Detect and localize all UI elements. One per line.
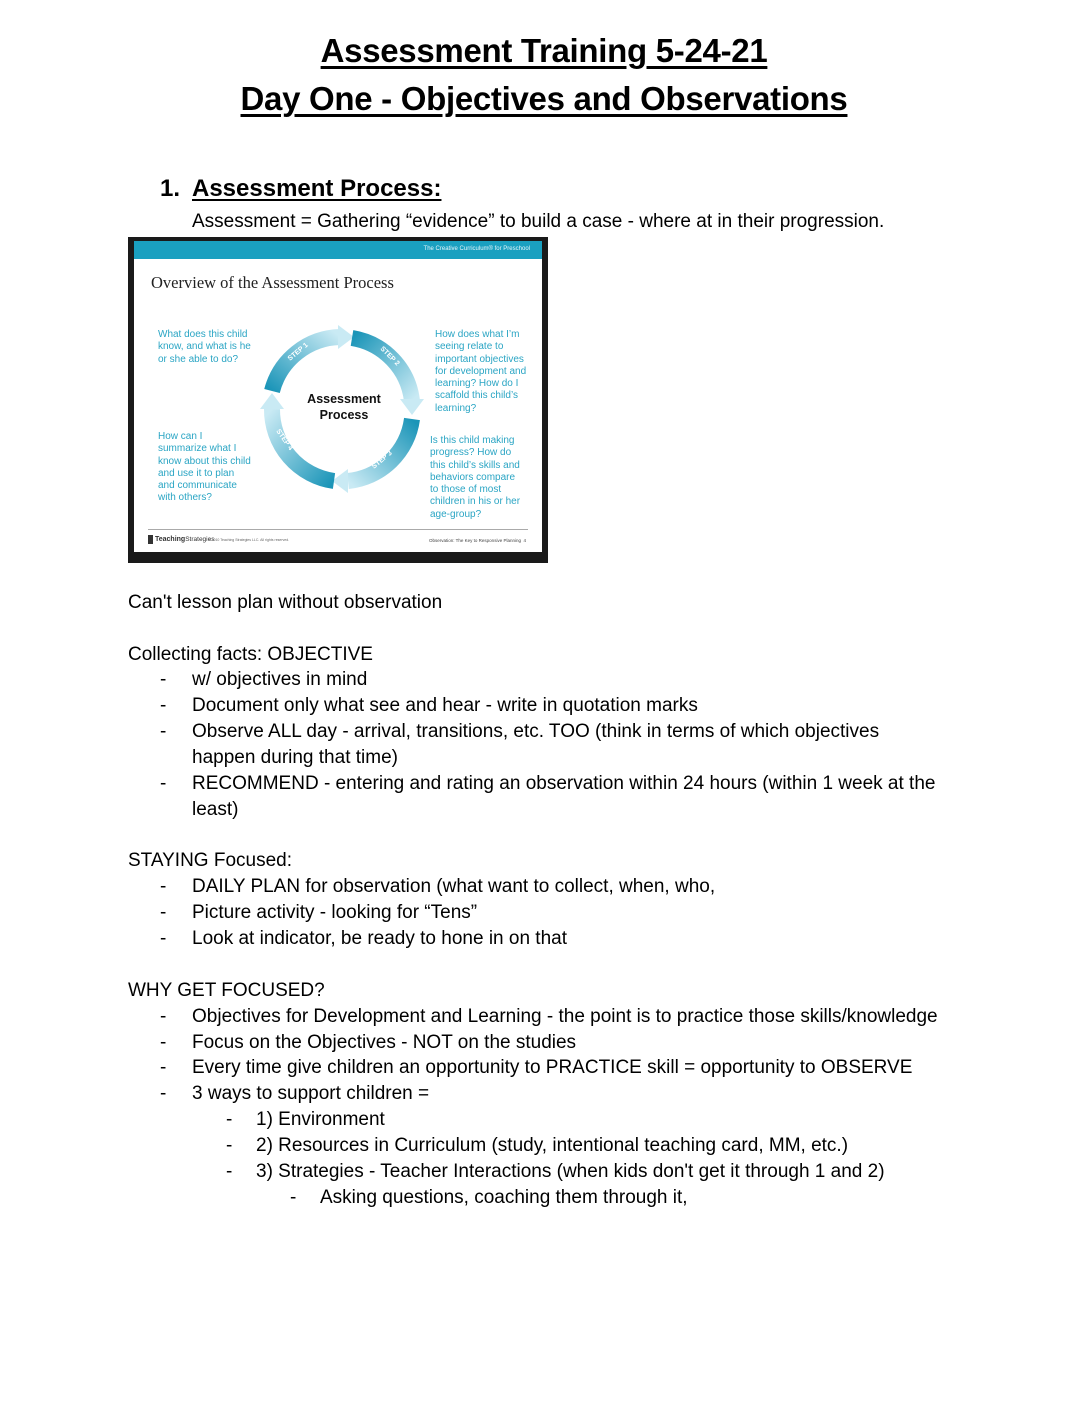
step1-arrow <box>272 325 354 391</box>
question-line: with others? <box>158 492 212 504</box>
question-line: Is this child making <box>430 435 515 446</box>
bullet-dash: - <box>160 669 167 690</box>
document-title-line1: Assessment Training 5-24-21 <box>320 32 768 69</box>
section-heading <box>160 175 441 203</box>
lesson-plan-note: Can't lesson plan without observation <box>128 592 443 613</box>
bullet-dash: - <box>226 1161 233 1182</box>
sub-list-item: 2) Resources in Curriculum (study, intentional teaching card, MM, etc.) <box>256 1135 849 1156</box>
question-line: for development and <box>435 365 527 377</box>
slide-brand: The Creative Curriculum® for Preschool <box>423 246 530 252</box>
list-item: RECOMMEND - entering and rating an observation within 24 hours (within 1 week at the <box>192 773 936 794</box>
step1-label: STEP 1 <box>286 341 310 363</box>
question-line: How can I <box>158 431 203 442</box>
teaching-strategies-logo <box>148 535 215 544</box>
why-focused-heading: WHY GET FOCUSED? <box>128 980 325 1001</box>
bullet-dash: - <box>160 876 167 897</box>
question-line: important objectives <box>435 353 524 365</box>
slide-copyright: © 2010 Teaching Strategies LLC. All rights reserved. <box>208 538 290 542</box>
list-item: 3 ways to support children = <box>192 1083 430 1104</box>
assessment-process-slide <box>128 237 548 563</box>
question-line: learning? <box>435 402 477 414</box>
list-item: Objectives for Development and Learning - the point is to practice those skills/knowledge <box>192 1006 938 1027</box>
list-item-continuation: happen during that time) <box>192 747 398 768</box>
question-line: scaffold this child’s <box>435 390 519 402</box>
question-line: and communicate <box>158 480 237 492</box>
cycle-center-line2: Process <box>319 408 369 422</box>
assessment-cycle-diagram <box>252 319 432 499</box>
question-bottom-right <box>430 435 520 521</box>
question-line: progress? How do <box>430 447 512 459</box>
question-line: this child’s skills and <box>430 459 520 471</box>
question-bottom-left <box>158 431 251 505</box>
question-line: What does this child <box>158 329 248 340</box>
list-item-continuation: least) <box>192 799 239 820</box>
bullet-dash: - <box>160 1083 167 1104</box>
slide-page-number: 4 <box>523 538 526 543</box>
question-line: summarize what I <box>158 443 237 455</box>
sub-list-item: 3) Strategies - Teacher Interactions (when kids don't get it through 1 and 2) <box>256 1161 885 1182</box>
list-item: Picture activity - looking for “Tens” <box>192 902 478 923</box>
list-item: w/ objectives in mind <box>192 669 368 690</box>
question-line: and use it to plan <box>158 467 235 479</box>
question-line: seeing relate to <box>435 341 504 353</box>
bullet-dash: - <box>226 1135 233 1156</box>
staying-focused-heading: STAYING Focused: <box>128 850 293 871</box>
slide-footer-title: Observation: The Key to Responsive Planning <box>428 538 521 543</box>
step4-label: STEP 4 <box>274 428 294 452</box>
section-heading-label: Assessment Process: <box>192 175 442 202</box>
logo-text-bold: Teaching <box>155 536 186 544</box>
sub-list-item: 1) Environment <box>256 1109 385 1130</box>
bullet-dash: - <box>160 902 167 923</box>
slide-title: Overview of the Assessment Process <box>151 273 394 292</box>
bullet-dash: - <box>226 1109 233 1130</box>
slide-footer-divider <box>148 529 528 530</box>
bullet-dash: - <box>160 721 167 742</box>
step3-arrow <box>332 419 412 493</box>
list-item: DAILY PLAN for observation (what want to collect, when, who, <box>192 876 716 897</box>
bullet-dash: - <box>160 1032 167 1053</box>
step2-label: STEP 2 <box>378 345 401 368</box>
question-top-right <box>435 329 526 415</box>
step3-label: STEP 3 <box>370 449 394 471</box>
list-item: Look at indicator, be ready to hone in on that <box>192 928 567 949</box>
step4-arrow <box>260 393 334 481</box>
bullet-dash: - <box>290 1187 297 1208</box>
question-line: How does what I’m <box>435 329 520 340</box>
logo-text-light: Strategies <box>185 536 215 544</box>
cycle-center-line1: Assessment <box>307 392 381 406</box>
bullet-dash: - <box>160 1006 167 1027</box>
question-line: to those of most <box>430 484 502 496</box>
list-item: Document only what see and hear - write in quotation marks <box>192 695 698 716</box>
question-line: learning? How do I <box>435 378 519 390</box>
list-item: Focus on the Objectives - NOT on the studies <box>192 1032 577 1053</box>
assessment-definition: Assessment = Gathering “evidence” to build a case - where at in their progression. <box>192 211 885 232</box>
bullet-dash: - <box>160 928 167 949</box>
bullet-dash: - <box>160 1057 167 1078</box>
question-line: behaviors compare <box>430 471 516 483</box>
slide-footer-right <box>429 538 526 543</box>
bullet-dash: - <box>160 773 167 794</box>
bullet-dash: - <box>160 695 167 716</box>
list-item: Observe ALL day - arrival, transitions, etc. TOO (think in terms of which objectives <box>192 721 880 742</box>
question-line: know about this child <box>158 455 251 467</box>
question-top-left <box>158 329 251 366</box>
question-line: children in his or her <box>430 496 521 508</box>
document-title-line2: Day One - Objectives and Observations <box>240 80 848 117</box>
section-number: 1. <box>160 175 181 202</box>
question-line: know, and what is he <box>158 341 251 353</box>
list-item: Every time give children an opportunity to PRACTICE skill = opportunity to OBSERVE <box>192 1057 913 1078</box>
question-line: or she able to do? <box>158 353 239 365</box>
sub-sub-list-item: Asking questions, coaching them through it, <box>320 1187 688 1208</box>
slide-header-bar <box>134 241 542 259</box>
logo-mark-icon <box>148 535 153 544</box>
question-line: age-group? <box>430 508 482 520</box>
collecting-heading: Collecting facts: OBJECTIVE <box>128 644 373 665</box>
slide-body <box>134 241 542 552</box>
